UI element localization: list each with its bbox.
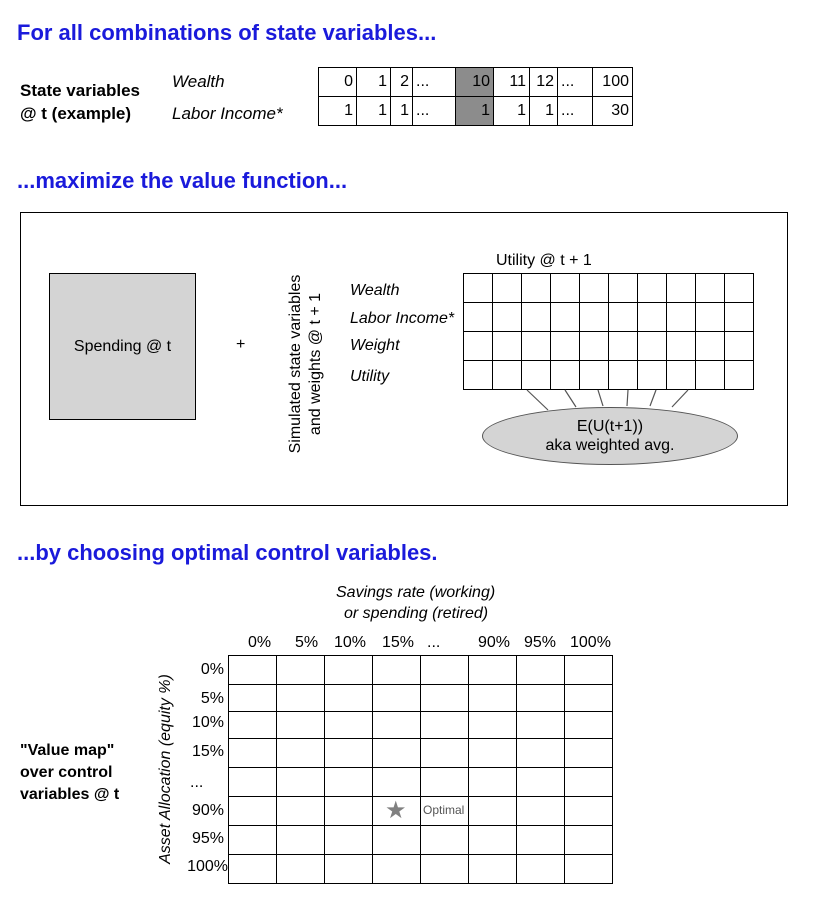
- value-map-cell: [325, 685, 373, 712]
- connector-line: [598, 390, 603, 406]
- value-map-cell: [517, 855, 565, 884]
- value-map-cell: [325, 712, 373, 739]
- row-header: 10%: [191, 714, 224, 731]
- row-header: 5%: [200, 690, 224, 707]
- value-map-row: [229, 855, 613, 884]
- state-cell: 2: [391, 68, 413, 97]
- value-map-label: [20, 740, 119, 806]
- value-map-row: [229, 768, 613, 797]
- connector-line: [527, 390, 548, 410]
- value-map-cell: [277, 656, 325, 685]
- value-map-cell: [517, 712, 565, 739]
- state-cell-highlighted: 1: [456, 97, 494, 126]
- value-map-cell: [565, 797, 613, 826]
- state-cell: 1: [391, 97, 413, 126]
- value-map-label-line3: variables @ t: [20, 786, 120, 803]
- heading-combinations: For all combinations of state variables...: [17, 20, 437, 45]
- state-label-line2: @ t (example): [20, 104, 132, 123]
- row-header: 0%: [200, 661, 224, 678]
- state-label-line1: State variables: [20, 81, 141, 100]
- value-map-cell: [517, 797, 565, 826]
- state-cell: 0: [319, 68, 357, 97]
- heading-optimal-controls: ...by choosing optimal control variables.: [17, 540, 438, 565]
- state-cell: 11: [494, 68, 530, 97]
- ellipse-line1: E(U(t+1)): [576, 418, 644, 435]
- value-map-cell: [325, 826, 373, 855]
- value-map-cell: [373, 826, 421, 855]
- value-map-cell: [373, 656, 421, 685]
- value-map-cell: [325, 797, 373, 826]
- value-map-cell: [469, 739, 517, 768]
- value-map-cell: [469, 797, 517, 826]
- state-row-wealth-label: Wealth: [172, 72, 225, 91]
- value-map-cell: [277, 712, 325, 739]
- value-map-cell: [517, 768, 565, 797]
- connector-line: [627, 390, 628, 406]
- value-map-cell: [469, 685, 517, 712]
- state-cell-highlighted: 10: [456, 68, 494, 97]
- col-header: 95%: [524, 634, 557, 651]
- value-map-cell: [421, 739, 469, 768]
- value-map-row: [229, 739, 613, 768]
- ellipse-line2: aka weighted avg.: [545, 437, 675, 454]
- row-header: 15%: [191, 743, 224, 760]
- state-cell: 1: [357, 97, 391, 126]
- value-map-label-line1: "Value map": [20, 742, 115, 759]
- optimal-label: Optimal: [423, 803, 465, 817]
- value-map-cell: [373, 712, 421, 739]
- value-map-cell: [277, 685, 325, 712]
- sim-row-labor-income: Labor Income*: [350, 310, 455, 327]
- sim-row-weight: Weight: [350, 337, 400, 354]
- value-map-cell: [277, 797, 325, 826]
- row-header: 95%: [191, 830, 224, 847]
- value-map-cell: [469, 855, 517, 884]
- value-map-cell: [565, 855, 613, 884]
- value-map-cell: [373, 768, 421, 797]
- y-title: Asset Allocation (equity %): [157, 674, 174, 864]
- col-header: 90%: [478, 634, 511, 651]
- value-map-row: [229, 685, 613, 712]
- col-header: 15%: [382, 634, 415, 651]
- col-header: 0%: [248, 634, 272, 651]
- value-map-cell: [229, 656, 277, 685]
- value-map-cell: [325, 656, 373, 685]
- value-map-cell: [469, 712, 517, 739]
- value-map-cell: [325, 855, 373, 884]
- value-map-cell: [517, 685, 565, 712]
- value-map-cell: [421, 712, 469, 739]
- row-header: ...: [190, 774, 204, 791]
- value-map-cell: [565, 656, 613, 685]
- value-map-grid: [228, 655, 613, 884]
- state-row-income-label: Labor Income*: [172, 104, 283, 123]
- sim-row-utility: Utility: [350, 368, 390, 385]
- value-map-cell: [229, 797, 277, 826]
- col-header: 10%: [334, 634, 367, 651]
- spending-label: Spending @ t: [73, 337, 172, 355]
- state-cell: 30: [593, 97, 633, 126]
- value-map-cell: [277, 739, 325, 768]
- value-map-cell: [277, 768, 325, 797]
- heading-maximize: ...maximize the value function...: [17, 168, 348, 193]
- x-title-line1: Savings rate (working): [336, 584, 496, 601]
- state-cell: 1: [357, 68, 391, 97]
- value-map-cell: [373, 739, 421, 768]
- state-cell: 1: [530, 97, 558, 126]
- value-map-cell: [229, 685, 277, 712]
- value-map-cell: [517, 656, 565, 685]
- value-map-cell: [469, 768, 517, 797]
- value-map-cell: [325, 739, 373, 768]
- value-map-cell: [517, 826, 565, 855]
- row-header: 100%: [187, 858, 228, 875]
- state-cell: 100: [593, 68, 633, 97]
- value-map-cell: [373, 797, 465, 826]
- optimal-star-icon: ★: [385, 797, 407, 824]
- value-map-cell: [421, 855, 469, 884]
- simulated-label-line2: and weights @ t + 1: [307, 292, 324, 436]
- value-map-cell: [469, 826, 517, 855]
- col-header: ...: [427, 634, 441, 651]
- value-map-cell: [229, 739, 277, 768]
- value-map-cell: [421, 826, 469, 855]
- value-map-cell: [565, 826, 613, 855]
- value-map-cell: [277, 826, 325, 855]
- value-map-row: [229, 656, 613, 685]
- x-title-line2: or spending (retired): [344, 605, 489, 622]
- value-map-cell: [229, 712, 277, 739]
- sim-row-wealth: Wealth: [350, 282, 400, 299]
- value-map-row: [229, 797, 613, 826]
- value-map-cell: [469, 656, 517, 685]
- state-cell: ...: [413, 68, 456, 97]
- connector-line: [650, 390, 656, 406]
- value-map-cell: [565, 685, 613, 712]
- simulated-label-line1: Simulated state variables: [287, 274, 304, 454]
- connector-line: [672, 390, 688, 407]
- value-map-cell: [565, 712, 613, 739]
- value-map-cell: [229, 855, 277, 884]
- row-header: 90%: [191, 802, 224, 819]
- value-map-cell: [421, 768, 469, 797]
- state-cell: ...: [558, 97, 593, 126]
- value-map-cell: [229, 826, 277, 855]
- value-map-cell: [373, 685, 421, 712]
- value-map-cell: [277, 855, 325, 884]
- state-cell: 1: [319, 97, 357, 126]
- value-map-cell: [565, 739, 613, 768]
- connector-line: [565, 390, 576, 407]
- state-cell: ...: [558, 68, 593, 97]
- value-map-cell: [517, 739, 565, 768]
- value-map-cell: [565, 768, 613, 797]
- col-header: 5%: [295, 634, 319, 651]
- state-cell: 12: [530, 68, 558, 97]
- plus-sign: +: [236, 336, 246, 353]
- utility-title: Utility @ t + 1: [496, 252, 592, 269]
- value-map-cell: [325, 768, 373, 797]
- value-map-row: [229, 826, 613, 855]
- state-cell: 1: [494, 97, 530, 126]
- value-map-row: [229, 712, 613, 739]
- state-cell: ...: [413, 97, 456, 126]
- value-map-label-line2: over control: [20, 764, 113, 781]
- col-header: 100%: [570, 634, 611, 651]
- expected-utility-ellipse: [482, 407, 738, 465]
- value-map-cell: [373, 855, 421, 884]
- value-map-cell: [229, 768, 277, 797]
- value-map-cell: [421, 656, 469, 685]
- value-map-cell: [421, 685, 469, 712]
